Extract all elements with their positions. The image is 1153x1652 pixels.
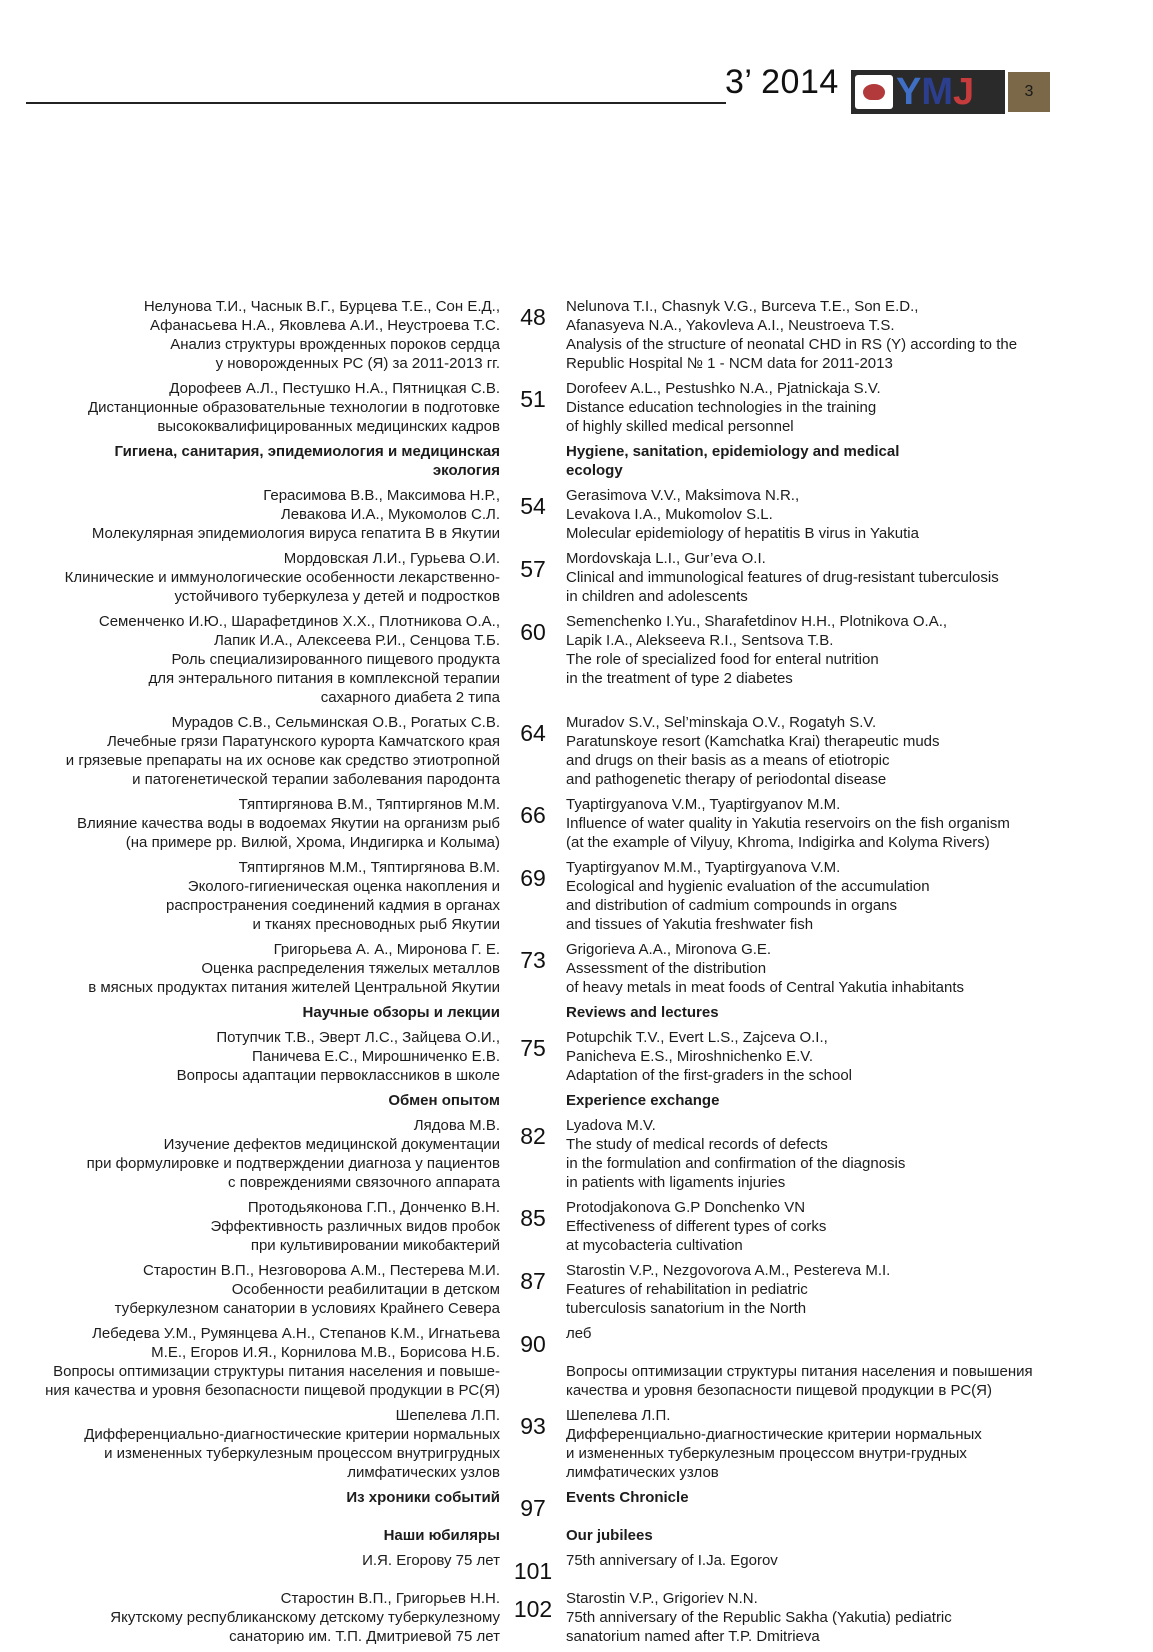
toc-line-ru: Семенченко И.Ю., Шарафетдинов Х.Х., Плотникова О.А., — [98, 613, 500, 630]
toc-entry — [30, 1198, 1130, 1255]
toc-line-en: Panicheva E.S., Miroshnichenko E.V. — [566, 1048, 814, 1065]
toc-english-text — [566, 1324, 1126, 1400]
toc-page-number: 54 — [520, 493, 546, 519]
toc-line-ru: Роль специализированного пищевого продукта — [171, 651, 500, 668]
toc-line-en: Nelunova T.I., Chasnyk V.G., Burceva T.E., Son E.D., — [566, 298, 919, 315]
toc-english-text — [566, 1551, 1126, 1570]
toc-line-ru: Якутскому республиканскому детскому туберкулезному — [110, 1609, 500, 1626]
toc-page-number — [512, 442, 554, 450]
toc-english-text — [566, 1003, 1126, 1022]
toc-entry — [30, 486, 1130, 543]
toc-russian-text — [30, 1488, 500, 1507]
toc-english-text — [566, 486, 1126, 543]
toc-entry — [30, 1261, 1130, 1318]
toc-line-ru: Эколого-гигиеническая оценка накопления и — [187, 878, 500, 895]
toc-line-ru: Лядова М.В. — [413, 1117, 500, 1134]
journal-emblem-icon — [855, 75, 893, 109]
toc-line-ru: Обмен опытом — [388, 1092, 500, 1109]
toc-line-en: Lyadova M.V. — [566, 1117, 656, 1134]
toc-entry — [30, 1551, 1130, 1583]
toc-line-en: и измененных туберкулезным процессом внутри-грудных — [566, 1445, 967, 1462]
toc-page-number — [512, 1091, 554, 1099]
toc-line-en: Adaptation of the first-graders in the school — [566, 1067, 852, 1084]
toc-line-en: ecology — [566, 462, 623, 479]
toc-line-en: Дифференциально-диагностические критерии нормальных — [566, 1426, 982, 1443]
toc-russian-text — [30, 612, 500, 707]
toc-line-ru: экология — [432, 462, 500, 479]
toc-russian-text — [30, 1091, 500, 1110]
toc-line-en — [566, 688, 1126, 707]
toc-english-text — [566, 1091, 1126, 1110]
toc-line-ru: и патогенетической терапии заболевания пародонта — [132, 771, 500, 788]
toc-line-ru: Вопросы адаптации первоклассников в школе — [176, 1067, 500, 1084]
toc-page-number: 85 — [520, 1205, 546, 1231]
toc-line-en: Protodjakonova G.P Donchenko VN — [566, 1199, 806, 1216]
toc-line-en: The study of medical records of defects — [566, 1136, 828, 1153]
toc-line-en: 75th anniversary of the Republic Sakha (Yakutia) pediatric — [566, 1609, 952, 1626]
toc-line-en: Levakova I.A., Mukomolov S.L. — [566, 506, 773, 523]
toc-line-en: Starostin V.P., Grigoriev N.N. — [566, 1590, 758, 1607]
toc-line-ru: Герасимова В.В., Максимова Н.Р., — [263, 487, 500, 504]
toc-section — [30, 1003, 1130, 1022]
toc-line-ru: Афанасьева Н.А., Яковлева А.И., Неустроева Т.С. — [149, 317, 500, 334]
toc-line-en: Events Chronicle — [566, 1489, 689, 1506]
toc-line-en: in the formulation and confirmation of the diagnosis — [566, 1155, 906, 1172]
toc-line-en: лимфатических узлов — [566, 1464, 719, 1481]
toc-line-ru: Вопросы оптимизации структуры питания населения и повыше- — [53, 1363, 500, 1380]
toc-entry — [30, 795, 1130, 852]
toc-line-ru: с повреждениями связочного аппарата — [228, 1174, 500, 1191]
toc-line-ru: Научные обзоры и лекции — [302, 1004, 500, 1021]
toc-line-en: Dorofeev A.L., Pestushko N.A., Pjatnickaja S.V. — [566, 380, 881, 397]
toc-page-number: 69 — [520, 865, 546, 891]
toc-line-en: Our jubilees — [566, 1527, 653, 1544]
toc-section — [30, 1526, 1130, 1545]
toc-line-en: Tyaptirgyanova V.M., Tyaptirgyanov M.M. — [566, 796, 841, 813]
toc-section — [30, 1488, 1130, 1520]
toc-line-ru: Мурадов С.В., Сельминская О.В., Рогатых С.В. — [171, 714, 500, 731]
toc-line-en: Semenchenko I.Yu., Sharafetdinov H.H., Plotnikova O.A., — [566, 613, 948, 630]
toc-line-en: sanatorium named after T.P. Dmitrieva — [566, 1628, 820, 1645]
toc-line-en: tuberculosis sanatorium in the North — [566, 1300, 807, 1317]
toc-entry — [30, 612, 1130, 707]
toc-line-ru: Изучение дефектов медицинской документации — [163, 1136, 500, 1153]
toc-page-number: 60 — [520, 619, 546, 645]
toc-line-ru: Из хроники событий — [346, 1489, 500, 1506]
toc-page-number: 73 — [520, 947, 546, 973]
toc-entry — [30, 549, 1130, 606]
toc-line-ru: Особенности реабилитации в детском — [231, 1281, 500, 1298]
toc-line-en: Clinical and immunological features of drug-resistant tuberculosis — [566, 569, 999, 586]
toc-line-en: in patients with ligaments injuries — [566, 1174, 786, 1191]
toc-line-ru: для энтерального питания в комплексной терапии — [148, 670, 500, 687]
toc-entry — [30, 713, 1130, 789]
toc-line-en: Paratunskoye resort (Kamchatka Krai) therapeutic muds — [566, 733, 940, 750]
toc-page-number — [512, 1526, 554, 1534]
toc-page-number: 87 — [520, 1268, 546, 1294]
toc-russian-text — [30, 1261, 500, 1318]
toc-line-ru: и тканях пресноводных рыб Якутии — [252, 916, 500, 933]
toc-english-text — [566, 549, 1126, 606]
toc-line-en: Molecular epidemiology of hepatitis B virus in Yakutia — [566, 525, 919, 542]
journal-logo — [851, 70, 1005, 114]
toc-line-en: Шепелева Л.П. — [566, 1407, 671, 1424]
toc-line-en: (at the example of Vilyuy, Khroma, Indigirka and Kolyma Rivers) — [566, 834, 990, 851]
toc-line-en: Distance education technologies in the training — [566, 399, 877, 416]
toc-line-en: and drugs on their basis as a means of etiotropic — [566, 752, 890, 769]
toc-line-en: Вопросы оптимизации структуры питания населения и повышения — [566, 1363, 1033, 1380]
toc-english-text — [566, 795, 1126, 852]
toc-page-number: 101 — [513, 1558, 553, 1584]
toc-line-en: Muradov S.V., Sel’minskaja O.V., Rogatyh S.V. — [566, 714, 877, 731]
toc-english-text — [566, 1261, 1126, 1318]
logo-letters — [896, 72, 974, 112]
toc-english-text — [566, 442, 1126, 480]
toc-line-ru: Протодьяконова Г.П., Донченко В.Н. — [247, 1199, 500, 1216]
logo-letter-y: Y — [896, 71, 922, 113]
logo-letter-m: M — [921, 71, 954, 113]
toc-line-ru: и измененных туберкулезным процессом внутригрудных — [104, 1445, 500, 1462]
toc-page-number: 102 — [513, 1596, 553, 1622]
toc-line-ru: Молекулярная эпидемиология вируса гепатита В в Якутии — [91, 525, 500, 542]
toc-line-en: Potupchik T.V., Evert L.S., Zajceva O.I., — [566, 1029, 828, 1046]
toc-line-en: Starostin V.P., Nezgovorova A.M., Pestereva M.I. — [566, 1262, 891, 1279]
toc-line-en: Grigorieva A.A., Mironova G.E. — [566, 941, 772, 958]
toc-page-number: 90 — [520, 1331, 546, 1357]
toc-entry — [30, 858, 1130, 934]
toc-line-en: Influence of water quality in Yakutia reservoirs on the fish organism — [566, 815, 1010, 832]
toc-line-ru: Паничева Е.С., Мирошниченко Е.В. — [251, 1048, 500, 1065]
toc-line-en: and tissues of Yakutia freshwater fish — [566, 916, 814, 933]
toc-line-en: Features of rehabilitation in pediatric — [566, 1281, 808, 1298]
toc-page-number: 93 — [520, 1413, 546, 1439]
toc-russian-text — [30, 297, 500, 373]
toc-line-en: of highly skilled medical personnel — [566, 418, 794, 435]
toc-line-ru: Шепелева Л.П. — [395, 1407, 500, 1424]
toc-line-en: of heavy metals in meat foods of Central Yakutia inhabitants — [566, 979, 965, 996]
toc-line-en: качества и уровня безопасности пищевой продукции в РС(Я) — [566, 1382, 992, 1399]
toc-entry — [30, 1116, 1130, 1192]
toc-line-en: Hygiene, sanitation, epidemiology and medical — [566, 443, 900, 460]
toc-line-ru: лимфатических узлов — [347, 1464, 500, 1481]
toc-line-ru: распространения соединений кадмия в органах — [165, 897, 500, 914]
toc-russian-text — [30, 1589, 500, 1646]
toc-line-ru: Наши юбиляры — [383, 1527, 500, 1544]
toc-line-en: The role of specialized food for enteral nutrition — [566, 651, 879, 668]
toc-line-en: Experience exchange — [566, 1092, 720, 1109]
toc-line-en: Ecological and hygienic evaluation of the accumulation — [566, 878, 930, 895]
toc-russian-text — [30, 858, 500, 934]
toc-russian-text — [30, 1551, 500, 1570]
toc-line-en: Tyaptirgyanov M.M., Tyaptirgyanova V.M. — [566, 859, 841, 876]
toc-russian-text — [30, 1526, 500, 1545]
toc-entry — [30, 1406, 1130, 1482]
toc-english-text — [566, 713, 1126, 789]
toc-line-en: at mycobacteria cultivation — [566, 1237, 743, 1254]
toc-line-ru: туберкулезном санатории в условиях Крайнего Севера — [114, 1300, 500, 1317]
toc-line-en: and distribution of cadmium compounds in organs — [566, 897, 898, 914]
toc-line-en: and pathogenetic therapy of periodontal disease — [566, 771, 887, 788]
toc-line-ru: Тяптиргянов М.М., Тяптиргянова В.М. — [238, 859, 500, 876]
issue-label: 3’ 2014 — [725, 63, 839, 101]
toc-line-ru: Григорьева А. А., Миронова Г. Е. — [273, 941, 500, 958]
toc-english-text — [566, 1028, 1126, 1085]
toc-entry — [30, 1589, 1130, 1646]
toc-line-ru: И.Я. Егорову 75 лет — [362, 1552, 500, 1569]
toc-line-en: in children and adolescents — [566, 588, 748, 605]
toc-english-text — [566, 297, 1126, 373]
toc-page-number: 57 — [520, 556, 546, 582]
toc-entry — [30, 379, 1130, 436]
toc-russian-text — [30, 486, 500, 543]
toc-english-text — [566, 379, 1126, 436]
toc-english-text — [566, 1406, 1126, 1482]
toc-russian-text — [30, 379, 500, 436]
toc-english-text — [566, 1488, 1126, 1507]
toc-section — [30, 1091, 1130, 1110]
toc-line-en — [566, 1343, 1126, 1362]
toc-line-ru: Клинические и иммунологические особенности лекарственно- — [64, 569, 500, 586]
toc-russian-text — [30, 1116, 500, 1192]
toc-english-text — [566, 1589, 1126, 1646]
toc-line-ru: Тяптиргянова В.М., Тяптиргянов М.М. — [238, 796, 500, 813]
toc-page-number: 48 — [520, 304, 546, 330]
toc-english-text — [566, 940, 1126, 997]
toc-russian-text — [30, 1198, 500, 1255]
toc-russian-text — [30, 713, 500, 789]
toc-line-ru: Лечебные грязи Паратунского курорта Камчатского края — [106, 733, 500, 750]
toc-russian-text — [30, 1406, 500, 1482]
toc-page-number: 97 — [520, 1495, 546, 1521]
toc-line-en: леб — [566, 1325, 592, 1342]
toc-entry — [30, 1028, 1130, 1085]
toc-russian-text — [30, 442, 500, 480]
toc-line-en: Reviews and lectures — [566, 1004, 719, 1021]
toc-page-number: 64 — [520, 720, 546, 746]
toc-page-number — [512, 1003, 554, 1011]
toc-line-ru: при культивировании микобактерий — [250, 1237, 500, 1254]
toc-english-text — [566, 1526, 1126, 1545]
toc-line-en: in the treatment of type 2 diabetes — [566, 670, 793, 687]
toc-line-ru: Гигиена, санитария, эпидемиология и медицинская — [114, 443, 500, 460]
toc-russian-text — [30, 940, 500, 997]
toc-line-en: Lapik I.A., Alekseeva R.I., Sentsova T.B. — [566, 632, 834, 649]
toc-page-number: 75 — [520, 1035, 546, 1061]
toc-russian-text — [30, 1003, 500, 1022]
toc-entry — [30, 1324, 1130, 1400]
toc-line-en: 75th anniversary of I.Ja. Egorov — [566, 1552, 778, 1569]
toc-line-en: Effectiveness of different types of corks — [566, 1218, 827, 1235]
page-number: 3 — [1008, 72, 1050, 112]
toc-page-number: 82 — [520, 1123, 546, 1149]
toc-russian-text — [30, 549, 500, 606]
toc-line-ru: при формулировке и подтверждении диагноза у пациентов — [86, 1155, 500, 1172]
toc-line-ru: ния качества и уровня безопасности пищевой продукции в РС(Я) — [45, 1382, 500, 1399]
toc-line-en: Afanasyeva N.A., Yakovleva A.I., Neustroeva T.S. — [566, 317, 895, 334]
toc-line-en: Assessment of the distribution — [566, 960, 767, 977]
toc-line-ru: (на примере рр. Вилюй, Хрома, Индигирка и Колыма) — [125, 834, 500, 851]
toc-russian-text — [30, 795, 500, 852]
toc-line-ru: Оценка распределения тяжелых металлов — [201, 960, 500, 977]
toc-line-ru: Эффективность различных видов пробок — [210, 1218, 500, 1235]
toc-section — [30, 442, 1130, 480]
toc-page-number: 51 — [520, 386, 546, 412]
toc-line-ru: сахарного диабета 2 типа — [320, 689, 500, 706]
toc-line-ru: Лапик И.А., Алексеева Р.И., Сенцова Т.Б. — [213, 632, 500, 649]
toc-english-text — [566, 858, 1126, 934]
toc-line-ru: в мясных продуктах питания жителей Центральной Якутии — [88, 979, 500, 996]
toc-line-ru: Нелунова Т.И., Часнык В.Г., Бурцева Т.Е., Сон Е.Д., — [143, 298, 500, 315]
toc-line-en: Republic Hospital № 1 - NCM data for 2011-2013 — [566, 355, 893, 372]
logo-letter-j: J — [953, 71, 975, 113]
toc-line-ru: Дифференциально-диагностические критерии нормальных — [84, 1426, 500, 1443]
toc-line-ru: Старостин В.П., Незговорова А.М., Пестерева М.И. — [142, 1262, 500, 1279]
toc-line-ru: Мордовская Л.И., Гурьева О.И. — [283, 550, 500, 567]
toc-entry — [30, 940, 1130, 997]
toc-line-ru: Влияние качества воды в водоемах Якутии на организм рыб — [77, 815, 500, 832]
toc-line-ru: Анализ структуры врожденных пороков сердца — [170, 336, 500, 353]
toc-page-number: 66 — [520, 802, 546, 828]
header-rule — [26, 102, 726, 104]
toc-line-ru: Левакова И.А., Мукомолов С.Л. — [280, 506, 500, 523]
toc-line-ru: Дорофеев А.Л., Пестушко Н.А., Пятницкая С.В. — [169, 380, 500, 397]
toc-line-ru: М.Е., Егоров И.Я., Корнилова М.В., Борисова Н.Б. — [151, 1344, 500, 1361]
toc-line-en: Gerasimova V.V., Maksimova N.R., — [566, 487, 800, 504]
table-of-contents — [30, 297, 1130, 1652]
toc-english-text — [566, 612, 1126, 707]
toc-line-ru: Лебедева У.М., Румянцева А.Н., Степанов К.М., Игнатьева — [92, 1325, 500, 1342]
toc-entry — [30, 297, 1130, 373]
toc-line-en: Analysis of the structure of neonatal CHD in RS (Y) according to the — [566, 336, 1018, 353]
toc-english-text — [566, 1198, 1126, 1255]
toc-line-ru: Старостин В.П., Григорьев Н.Н. — [280, 1590, 500, 1607]
toc-line-en: Mordovskaja L.I., Gur’eva O.I. — [566, 550, 766, 567]
toc-line-ru: высококвалифицированных медицинских кадров — [157, 418, 500, 435]
toc-english-text — [566, 1116, 1126, 1192]
toc-line-ru: и грязевые препараты на их основе как средство этиотропной — [65, 752, 500, 769]
toc-line-ru: Дистанционные образовательные технологии в подготовке — [88, 399, 500, 416]
toc-line-ru: у новорожденных РС (Я) за 2011-2013 гг. — [215, 355, 500, 372]
toc-russian-text — [30, 1324, 500, 1400]
toc-line-ru: санаторию им. Т.П. Дмитриевой 75 лет — [229, 1628, 500, 1645]
toc-line-ru: Потупчик Т.В., Эверт Л.С., Зайцева О.И., — [216, 1029, 500, 1046]
toc-russian-text — [30, 1028, 500, 1085]
toc-line-ru: устойчивого туберкулеза у детей и подростков — [174, 588, 500, 605]
